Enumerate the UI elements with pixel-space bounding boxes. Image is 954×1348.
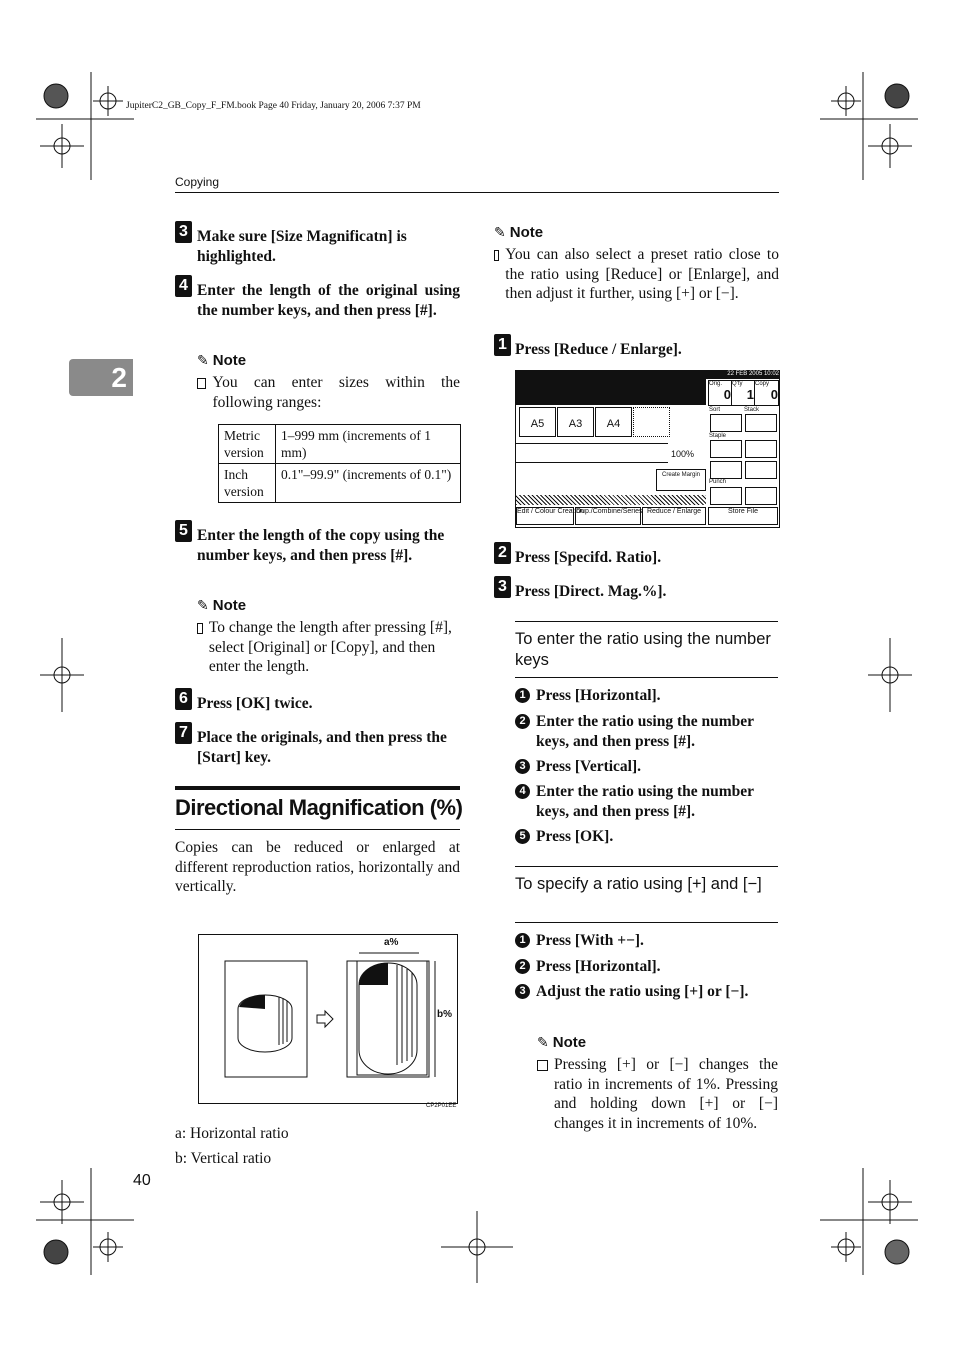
note-block [197, 352, 460, 412]
step-number: 3 [175, 221, 192, 243]
finisher-button[interactable] [745, 461, 777, 479]
side-label: Stack [744, 407, 760, 413]
checkbox-icon [494, 250, 499, 261]
finisher-button[interactable] [710, 440, 742, 458]
screen-pattern-bar [516, 495, 706, 505]
step-text: Place the originals, and then press the [Start] key. [197, 729, 447, 766]
paper-tray-button[interactable]: A5 [519, 407, 556, 437]
pencil-icon: ✎ [537, 1036, 549, 1051]
step-number: 7 [175, 722, 192, 744]
bypass-button[interactable] [633, 407, 670, 437]
checkbox-icon [197, 623, 203, 634]
pencil-icon: ✎ [197, 354, 209, 369]
pencil-icon: ✎ [494, 226, 506, 241]
caption-a: a: Horizontal ratio [175, 1125, 289, 1142]
step-text: Press [OK] twice. [197, 695, 313, 712]
list-item: 3 Adjust the ratio using [+] or [−]. [515, 982, 778, 1002]
finisher-button[interactable] [710, 487, 742, 505]
paper-tray-button[interactable]: A3 [557, 407, 594, 437]
step-number: 5 [175, 520, 192, 542]
page-number: 40 [133, 1172, 151, 1189]
checkbox-icon [197, 378, 206, 389]
label-b: b% [437, 1009, 452, 1020]
subsection-rule [515, 922, 778, 923]
step-text: Press [Direct. Mag.%]. [515, 583, 667, 600]
subsection-rule [515, 677, 778, 678]
screen-tab[interactable]: Dup./Combine/Series [575, 507, 641, 525]
section-rule-bottom [175, 829, 460, 830]
subsection-rule [515, 621, 778, 622]
list-number: 5 [515, 829, 530, 844]
note-heading: Note [212, 597, 247, 614]
note-block [537, 1034, 778, 1133]
side-label: Punch [709, 479, 727, 485]
list-item: 1 Press [With +−]. [515, 931, 778, 951]
qty-counter: Q'ty 1 [731, 380, 755, 406]
section-title: Directional Magnification (%) [175, 795, 463, 820]
chapter-number: 2 [111, 362, 127, 393]
list-item: 3 Press [Vertical]. [515, 757, 778, 777]
step-number: 4 [175, 275, 192, 297]
reduce-enlarge-row [516, 443, 668, 463]
file-info: JupiterC2_GB_Copy_F_FM.book Page 40 Friday, January 20, 2006 7:37 PM [126, 101, 421, 111]
screen-tab[interactable]: Edit / Colour Creation [516, 507, 574, 525]
create-margin-button[interactable]: Create Margin [656, 469, 706, 491]
step-text: Press [Reduce / Enlarge]. [515, 341, 682, 358]
finisher-button[interactable] [745, 414, 777, 432]
list-item: 4 Enter the ratio using the number keys, and then press [#]. [515, 782, 778, 821]
chapter-tab [69, 359, 133, 396]
note-heading: Note [552, 1034, 587, 1051]
label-a: a% [384, 937, 399, 948]
note-heading: Note [509, 224, 544, 241]
section-body: Copies can be reduced or enlarged at different reproduction ratios, horizontally and vertically. [175, 839, 460, 895]
list-number: 2 [515, 959, 530, 974]
list-number: 3 [515, 759, 530, 774]
orig-counter: Orig. 0 [708, 380, 732, 406]
note-text: Pressing [+] or [−] changes the ratio in increments of 1%. Pressing and holding down [+] or [−] changes it in increments of 10%. [554, 1056, 778, 1132]
side-label: Sort [709, 407, 721, 413]
step-number: 6 [175, 688, 192, 710]
table-cell: Metric version [219, 425, 276, 464]
list-number: 1 [515, 688, 530, 703]
running-header: Copying [175, 175, 220, 189]
subsection-rule [515, 866, 778, 867]
copy-counter: Copy 0 [754, 380, 779, 406]
table-cell: Inch version [219, 464, 276, 503]
note-text: You can enter sizes within the following ranges: [212, 374, 460, 411]
list-number: 1 [515, 933, 530, 948]
subsection-title: To specify a ratio using [+] and [−] [515, 875, 762, 893]
finisher-button[interactable] [710, 461, 742, 479]
step-number: 1 [494, 334, 511, 356]
step-text: Enter the length of the original using the number keys, and then press [#]. [197, 282, 460, 319]
note-text: You can also select a preset ratio close to the ratio using [Reduce] or [Enlarge], and then adjust it further, using [+] or [−]. [505, 246, 779, 302]
list-item: 5 Press [OK]. [515, 827, 778, 847]
table-row [219, 425, 461, 464]
ratio-display: 100% [671, 449, 695, 459]
step-number: 2 [494, 542, 511, 564]
step-text: Make sure [Size Magnificatn] is highlighted. [197, 228, 407, 265]
note-block [494, 224, 779, 304]
figure-drawing [199, 935, 457, 1103]
list-number: 2 [515, 714, 530, 729]
figure-code: CP2P01EE [426, 1103, 457, 1109]
caption-b: b: Vertical ratio [175, 1150, 272, 1167]
screen-top-bar [516, 371, 706, 405]
checkbox-icon [537, 1060, 548, 1071]
subsection-title: To enter the ratio using the number keys [515, 630, 771, 669]
note-block [197, 597, 460, 677]
note-heading: Note [212, 352, 247, 369]
list-item: 1 Press [Horizontal]. [515, 686, 778, 706]
copier-screen [515, 370, 780, 528]
screen-date: 22 FEB 2005 10:02 [704, 371, 779, 379]
table-row [219, 464, 461, 503]
magnification-figure [198, 934, 458, 1104]
paper-tray-button[interactable]: A4 [595, 407, 632, 437]
side-label: Staple [709, 433, 727, 439]
screen-tab-active[interactable]: Reduce / Enlarge [642, 507, 706, 525]
finisher-button[interactable] [710, 414, 742, 432]
step-text: Press [Specifd. Ratio]. [515, 549, 662, 566]
list-number: 4 [515, 784, 530, 799]
finisher-button[interactable] [745, 440, 777, 458]
list-item: 2 Press [Horizontal]. [515, 957, 778, 977]
ranges-table [218, 424, 461, 503]
step-text: Enter the length of the copy using the number keys, and then press [#]. [197, 527, 445, 564]
list-number: 3 [515, 984, 530, 999]
header-rule [175, 192, 779, 193]
table-cell: 1–999 mm (increments of 1 mm) [276, 425, 461, 464]
note-text: To change the length after pressing [#], select [Original] or [Copy], and then enter the length. [208, 619, 452, 675]
table-cell: 0.1"–99.9" (increments of 0.1") [276, 464, 461, 503]
pencil-icon: ✎ [197, 599, 209, 614]
finisher-button[interactable] [745, 487, 777, 505]
step-number: 3 [494, 576, 511, 598]
list-item: 2 Enter the ratio using the number keys, and then press [#]. [515, 712, 778, 751]
screen-tab[interactable]: Store File [708, 507, 778, 525]
section-rule-top [175, 786, 460, 790]
